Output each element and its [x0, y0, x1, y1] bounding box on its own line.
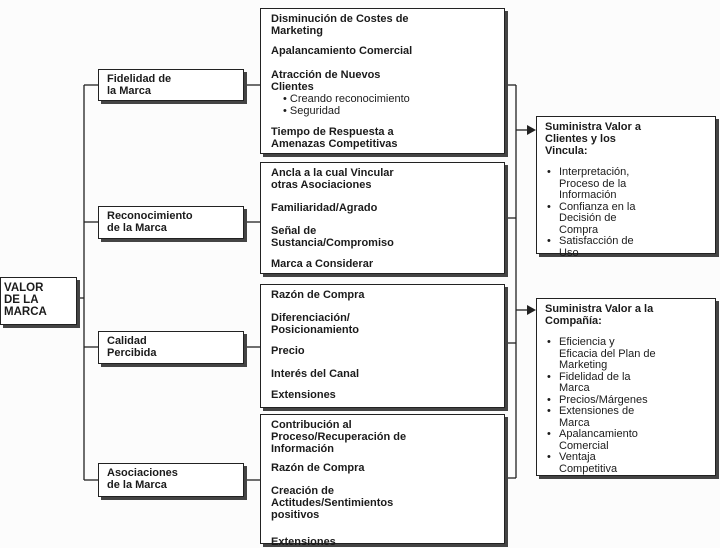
category-reconocimiento-box [98, 206, 244, 239]
result-list-item: • Confianza en la Decisión de Compra [545, 202, 707, 237]
brand-dimension-item [271, 225, 496, 249]
brand-dimension-item [271, 69, 496, 117]
brand-dimension-item [271, 126, 496, 150]
dimension-text: Contribución al Proceso/Recuperación de Información [271, 419, 407, 455]
dimension-text: Ancla a la cual Vincular otras Asociaciones [271, 167, 394, 191]
dimension-text: Atracción de Nuevos Clientes [271, 69, 381, 93]
category-calidad-box [98, 331, 244, 364]
dimension-text: Tiempo de Respuesta a Amenazas Competitivas [271, 126, 398, 150]
dimension-text: Razón de Compra [271, 462, 365, 474]
dimension-text: Interés del Canal [271, 368, 360, 380]
result-list-item: • Fidelidad de la Marca [545, 372, 707, 395]
arrowhead-clientes [527, 125, 536, 135]
result-list-item: • Ventaja Competitiva [545, 452, 707, 475]
result-compania-box [536, 298, 716, 476]
category-label: Calidad Percibida [107, 335, 157, 359]
dimension-text: Disminución de Costes de Marketing [271, 13, 409, 37]
dimension-text: Extensiones [271, 389, 336, 401]
category-fidelidad-box [98, 69, 244, 101]
result-list [545, 337, 707, 475]
dimension-bullet: • Creando reconocimiento [283, 93, 410, 105]
result-clientes-box [536, 116, 716, 259]
brand-dimension-item [271, 258, 496, 270]
brand-dimension-item [271, 202, 496, 214]
brand-dimension-item [271, 462, 496, 474]
result-list-item: • Extensiones de Marca [545, 406, 707, 429]
category-label: Asociaciones de la Marca [107, 467, 178, 491]
result-list-item: • Satisfacción de Uso [545, 236, 707, 259]
brand-dimension-item [271, 389, 496, 401]
result-title: Suministra Valor a Clientes y los Vincula: [545, 121, 641, 157]
dimension-text: Razón de Compra [271, 289, 365, 301]
result-list-item: • Apalancamiento Comercial [545, 429, 707, 452]
brand-dimension-item [271, 419, 496, 455]
brand-dimension-item [271, 13, 496, 37]
detail-calidad-box [260, 284, 505, 408]
result-list-item: • Eficiencia y Eficacia del Plan de Marketing [545, 337, 707, 372]
detail-fidelidad-box [260, 8, 505, 154]
brand-dimension-item [271, 368, 496, 380]
brand-dimension-item [271, 345, 496, 357]
result-title: Suministra Valor a la Compañía: [545, 303, 654, 327]
category-asociaciones-box [98, 463, 244, 497]
dimension-text: Marca a Considerar [271, 258, 374, 270]
detail-reconocimiento-box [260, 162, 505, 274]
dimension-text: Precio [271, 345, 305, 357]
brand-dimension-item [271, 167, 496, 191]
dimension-text: Señal de Sustancia/Compromiso [271, 225, 394, 249]
category-label: Fidelidad de la Marca [107, 73, 172, 97]
dimension-text: Familiaridad/Agrado [271, 202, 378, 214]
dimension-text: Diferenciación/ Posicionamiento [271, 312, 360, 336]
arrowhead-compania [527, 305, 536, 315]
result-list [545, 167, 707, 259]
brand-dimension-item [271, 536, 496, 548]
category-label: Reconocimiento de la Marca [107, 210, 193, 234]
dimension-text: Extensiones [271, 536, 336, 548]
result-list-item: • Interpretación, Proceso de la Información [545, 167, 707, 202]
result-list-item: • Precios/Márgenes [545, 395, 707, 407]
brand-dimension-item [271, 312, 496, 336]
dimension-text: Apalancamiento Comercial [271, 45, 413, 57]
brand-dimension-item [271, 45, 496, 57]
dimension-bullet: • Seguridad [283, 105, 341, 117]
brand-dimension-item [271, 485, 496, 521]
brand-dimension-item [271, 289, 496, 301]
root-box: VALOR DE LA MARCA [0, 277, 77, 325]
detail-asociaciones-box [260, 414, 505, 548]
dimension-text: Creación de Actitudes/Sentimientos positivos [271, 485, 394, 521]
